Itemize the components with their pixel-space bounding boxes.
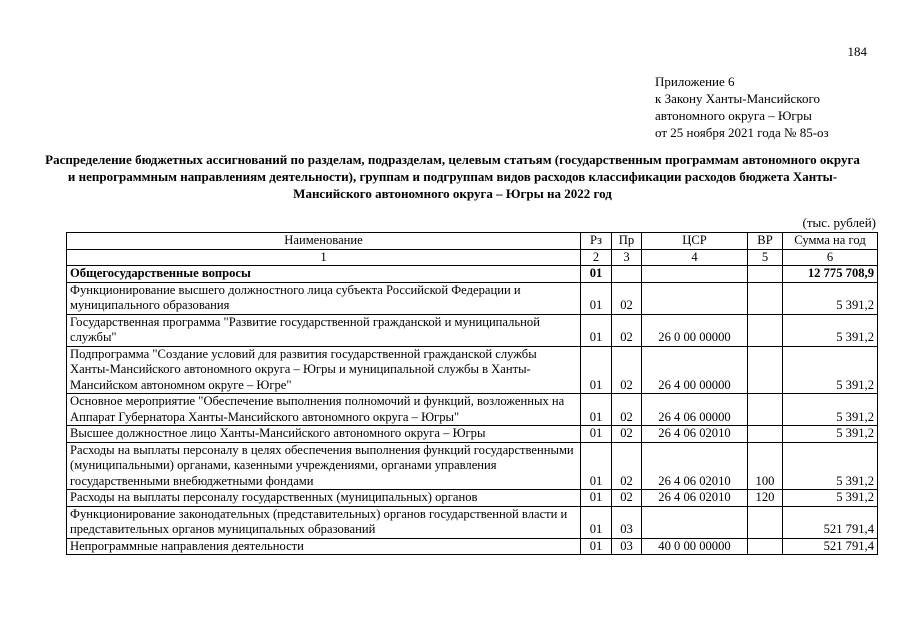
cell-csr: 26 4 00 00000 [642, 346, 748, 394]
column-number: 5 [748, 249, 783, 266]
appendix-line: автономного округа – Югры [655, 108, 812, 123]
cell-pr: 02 [612, 426, 642, 443]
column-number-row [67, 249, 878, 266]
table-row [67, 346, 878, 394]
cell-pr: 02 [612, 314, 642, 346]
cell-csr: 26 4 06 02010 [642, 490, 748, 507]
header-rz: Рз [581, 233, 612, 250]
cell-rz: 01 [581, 314, 612, 346]
cell-pr: 03 [612, 538, 642, 555]
table-row [67, 426, 878, 443]
cell-vr [748, 282, 783, 314]
cell-name: Функционирование законодательных (представительных) органов государственной власти и представительных органов муниципальных образований [67, 506, 581, 538]
cell-pr: 02 [612, 394, 642, 426]
column-number: 6 [783, 249, 878, 266]
table-row [67, 538, 878, 555]
cell-rz: 01 [581, 426, 612, 443]
cell-sum: 5 391,2 [783, 490, 878, 507]
cell-sum: 5 391,2 [783, 346, 878, 394]
cell-csr: 40 0 00 00000 [642, 538, 748, 555]
header-csr: ЦСР [642, 233, 748, 250]
cell-name: Непрограммные направления деятельности [67, 538, 581, 555]
appendix-block [655, 73, 829, 141]
cell-csr: 26 4 06 00000 [642, 394, 748, 426]
cell-name: Общегосударственные вопросы [67, 266, 581, 283]
cell-name: Подпрограмма "Создание условий для развития государственной гражданской службы Ханты-Мансийского автономного округа – Югры и муниципальной службы в Ханты-Мансийском автономном округе – Югре" [67, 346, 581, 394]
cell-sum: 521 791,4 [783, 506, 878, 538]
cell-sum: 5 391,2 [783, 426, 878, 443]
cell-csr [642, 266, 748, 283]
table-row-section-total [67, 266, 878, 283]
cell-vr [748, 314, 783, 346]
cell-csr: 26 0 00 00000 [642, 314, 748, 346]
cell-vr: 100 [748, 442, 783, 490]
appendix-line: от 25 ноября 2021 года № 85-оз [655, 125, 829, 140]
cell-vr [748, 394, 783, 426]
cell-rz: 01 [581, 282, 612, 314]
header-vr: ВР [748, 233, 783, 250]
header-pr: Пр [612, 233, 642, 250]
column-number: 4 [642, 249, 748, 266]
cell-name: Расходы на выплаты персоналу государственных (муниципальных) органов [67, 490, 581, 507]
cell-vr [748, 506, 783, 538]
cell-pr: 03 [612, 506, 642, 538]
table-header-row [67, 233, 878, 250]
cell-name: Государственная программа "Развитие государственной гражданской и муниципальной службы" [67, 314, 581, 346]
appendix-line: к Закону Ханты-Мансийского [655, 91, 820, 106]
table-row [67, 282, 878, 314]
cell-sum: 12 775 708,9 [783, 266, 878, 283]
budget-table [66, 232, 878, 555]
header-sum: Сумма на год [783, 233, 878, 250]
table-row [67, 506, 878, 538]
table-row [67, 490, 878, 507]
page-number: 184 [847, 44, 867, 59]
document-title: Распределение бюджетных ассигнований по разделам, подразделам, целевым статьям (государственным программам автономного округа и непрограммным направлениям деятельности), группам и подгруппам видов расходов классификации расходов бюджета Ханты-Мансийского автономного округа – Югры на 2022 год [45, 152, 860, 201]
column-number: 3 [612, 249, 642, 266]
cell-pr [612, 266, 642, 283]
cell-name: Функционирование высшего должностного лица субъекта Российской Федерации и муниципального образования [67, 282, 581, 314]
cell-sum: 521 791,4 [783, 538, 878, 555]
units-label: (тыс. рублей) [802, 215, 876, 230]
cell-pr: 02 [612, 490, 642, 507]
cell-csr: 26 4 06 02010 [642, 426, 748, 443]
table-row [67, 442, 878, 490]
cell-csr: 26 4 06 02010 [642, 442, 748, 490]
header-name: Наименование [67, 233, 581, 250]
cell-rz: 01 [581, 266, 612, 283]
cell-vr [748, 426, 783, 443]
cell-pr: 02 [612, 442, 642, 490]
cell-sum: 5 391,2 [783, 282, 878, 314]
cell-name: Расходы на выплаты персоналу в целях обеспечения выполнения функций государственными (муниципальными) органами, казенными учреждениями, органами управления государственными внебюджетными фондами [67, 442, 581, 490]
cell-rz: 01 [581, 346, 612, 394]
cell-vr [748, 266, 783, 283]
cell-rz: 01 [581, 442, 612, 490]
cell-rz: 01 [581, 394, 612, 426]
cell-pr: 02 [612, 346, 642, 394]
cell-rz: 01 [581, 538, 612, 555]
cell-vr [748, 346, 783, 394]
cell-sum: 5 391,2 [783, 394, 878, 426]
cell-rz: 01 [581, 506, 612, 538]
cell-name: Высшее должностное лицо Ханты-Мансийского автономного округа – Югры [67, 426, 581, 443]
cell-csr [642, 282, 748, 314]
table-row [67, 394, 878, 426]
cell-sum: 5 391,2 [783, 442, 878, 490]
cell-vr: 120 [748, 490, 783, 507]
table-row [67, 314, 878, 346]
appendix-line: Приложение 6 [655, 74, 735, 89]
column-number: 1 [67, 249, 581, 266]
cell-rz: 01 [581, 490, 612, 507]
column-number: 2 [581, 249, 612, 266]
cell-name: Основное мероприятие "Обеспечение выполнения полномочий и функций, возложенных на Аппарат Губернатора Ханты-Мансийского автономного округа – Югры" [67, 394, 581, 426]
cell-sum: 5 391,2 [783, 314, 878, 346]
cell-pr: 02 [612, 282, 642, 314]
cell-vr [748, 538, 783, 555]
cell-csr [642, 506, 748, 538]
